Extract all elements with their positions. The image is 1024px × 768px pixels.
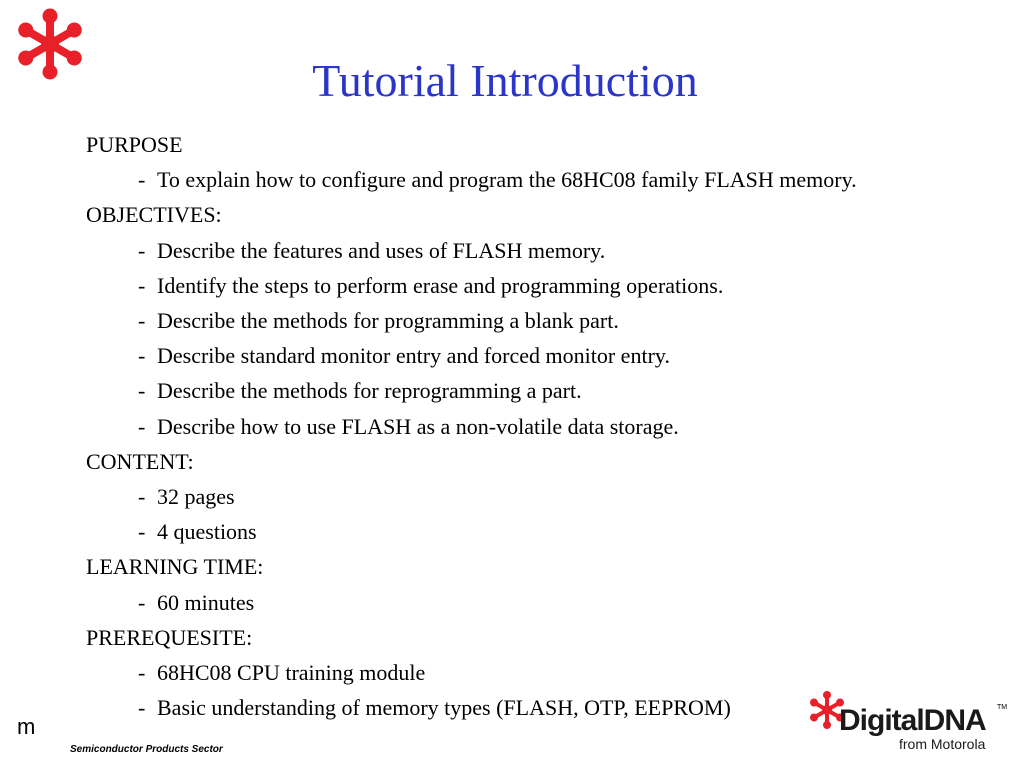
outline-item-text: Describe how to use FLASH as a non-volatile data storage.: [157, 413, 679, 439]
section-heading: OBJECTIVES:: [86, 202, 222, 228]
section-heading: LEARNING TIME:: [86, 554, 264, 580]
dash-bullet: -: [138, 695, 146, 721]
dash-bullet: -: [138, 484, 146, 510]
outline-item-text: 68HC08 CPU training module: [157, 660, 426, 686]
outline-item-text: 32 pages: [157, 484, 235, 510]
brand-subtitle: from Motorola: [899, 736, 986, 752]
outline-item: [86, 655, 857, 690]
outline-item: [86, 268, 857, 303]
outline-item-text: 60 minutes: [157, 589, 255, 615]
brand-trademark: TM: [997, 704, 1008, 711]
dash-bullet: -: [138, 237, 146, 263]
outline-item-text: Describe the features and uses of FLASH memory.: [157, 237, 606, 263]
outline-item: [86, 373, 857, 408]
digital-dna-logo: [805, 690, 1010, 756]
sector-footer: Semiconductor Products Sector: [70, 744, 223, 755]
outline-item-text: Describe the methods for reprogramming a part.: [157, 378, 582, 404]
dash-bullet: -: [138, 660, 146, 686]
dash-bullet: -: [138, 519, 146, 545]
dash-bullet: -: [138, 167, 146, 193]
outline-item-text: Describe standard monitor entry and forced monitor entry.: [157, 343, 670, 369]
outline-item: [86, 162, 857, 197]
outline-item-text: Identify the steps to perform erase and programming operations.: [157, 272, 724, 298]
outline-item-text: Describe the methods for programming a blank part.: [157, 308, 619, 334]
outline-item: [86, 409, 857, 444]
slide-title: Tutorial Introduction: [312, 55, 698, 106]
dash-bullet: -: [138, 343, 146, 369]
brand-name: DigitalDNA: [839, 704, 986, 737]
outline-item: [86, 514, 857, 549]
section-heading: PURPOSE: [86, 132, 183, 157]
outline-item-text: 4 questions: [157, 519, 257, 545]
outline-item-text: Basic understanding of memory types (FLASH, OTP, EEPROM): [157, 695, 731, 721]
dash-bullet: -: [138, 308, 146, 334]
outline-item: [86, 303, 857, 338]
outline-item: [86, 338, 857, 373]
dash-bullet: -: [138, 589, 146, 615]
section-heading: PREREQUESITE:: [86, 624, 253, 650]
dash-bullet: -: [138, 272, 146, 298]
outline-item: [86, 233, 857, 268]
dash-bullet: -: [138, 378, 146, 404]
outline-item: [86, 585, 857, 620]
slide-outline: [86, 127, 857, 725]
dash-bullet: -: [138, 413, 146, 439]
section-heading: CONTENT:: [86, 448, 194, 474]
outline-item-text: To explain how to configure and program the 68HC08 family FLASH memory.: [157, 167, 857, 193]
m-mark: m: [17, 714, 36, 739]
outline-item: [86, 479, 857, 514]
outline-item: [86, 690, 857, 725]
